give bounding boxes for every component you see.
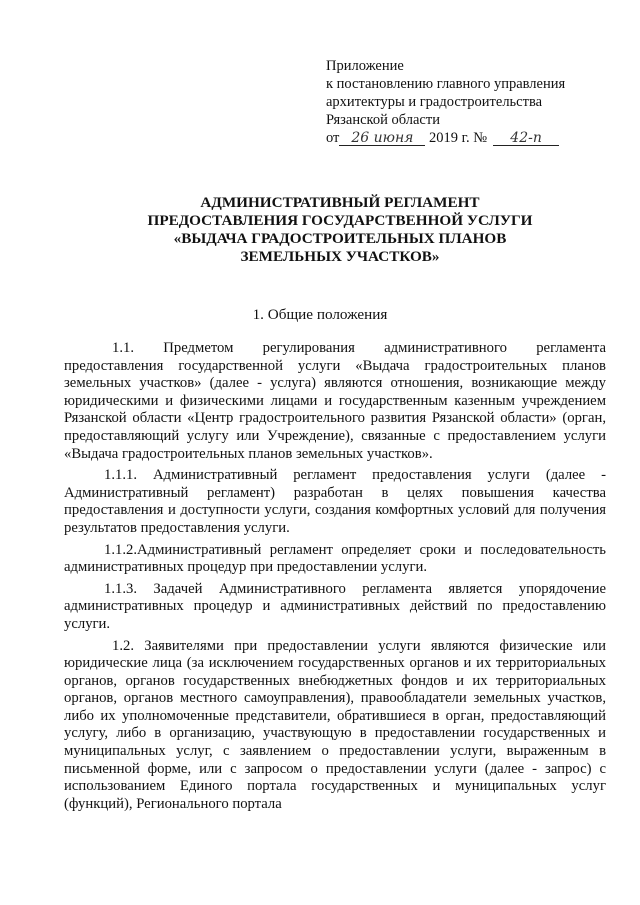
- appendix-line: Приложение: [326, 58, 404, 74]
- title-line: ЗЕМЕЛЬНЫХ УЧАСТКОВ»: [240, 248, 440, 265]
- handwritten-number: 42-п: [493, 131, 559, 146]
- title-line: «ВЫДАЧА ГРАДОСТРОИТЕЛЬНЫХ ПЛАНОВ: [173, 230, 507, 247]
- document-title: [40, 194, 640, 266]
- appendix-line: архитектуры и градостроительства: [326, 94, 543, 110]
- title-line: ПРЕДОСТАВЛЕНИЯ ГОСУДАРСТВЕННОЙ УСЛУГИ: [147, 212, 533, 229]
- document-body: [64, 340, 606, 813]
- paragraph: 1.2. Заявителями при предоставлении услуги являются физические или юридические лица (за исключением государственных органов и их территориальных органов, органов государственных внебюджетных фондов и их территориальных органов, органов местного самоуправления), правообладатели земельных участков, либо их уполномоченные представители, обратившиеся в орган, предоставляющий услугу, либо в организацию, участвующую в предоставлении государственных и муниципальных услуг, с заявлением о предоставлении услуги, выраженным в письменной форме, или с запросом о предоставлении услуги (далее - запрос) с использованием Единого портала государственных и муниципальных услуг (функций), Регионального портала: [64, 637, 606, 812]
- paragraph: 1.1.2.Административный регламент определяет сроки и последовательность административных процедур при предоставлении услуги.: [64, 541, 606, 576]
- date-prefix: от: [326, 130, 340, 146]
- paragraph: 1.1. Предметом регулирования административного регламента предоставления государственной услуги «Выдача градостроительных планов земельных участков» (далее - услуга) являются отношения, возникающие между юридическими и физическими лицами и государственным казенным учреждением Рязанской области «Центр градостроительного развития Рязанской области» (орган, предоставляющий услугу или Учреждение), связанные с предоставлением услуги «Выдача градостроительных планов земельных участков».: [64, 340, 606, 462]
- appendix-line: Рязанской области: [326, 112, 440, 128]
- paragraph: 1.1.1. Административный регламент предоставления услуги (далее - Административный регламент) разработан в целях повышения качества предоставления и доступности услуги, создания комфортных условий для получения результатов предоставления услуги.: [64, 467, 606, 536]
- paragraph: 1.1.3. Задачей Административного регламента является упорядочение административных процедур и административных действий по предоставлению услуги.: [64, 580, 606, 632]
- title-line: АДМИНИСТРАТИВНЫЙ РЕГЛАМЕНТ: [200, 194, 480, 211]
- appendix-block: [326, 57, 626, 147]
- appendix-line: к постановлению главного управления: [326, 76, 566, 92]
- appendix-date-line: [326, 129, 626, 147]
- handwritten-date: 26 июня: [339, 131, 425, 146]
- date-year: 2019 г. №: [429, 130, 488, 146]
- section-heading: 1. Общие положения: [252, 306, 388, 323]
